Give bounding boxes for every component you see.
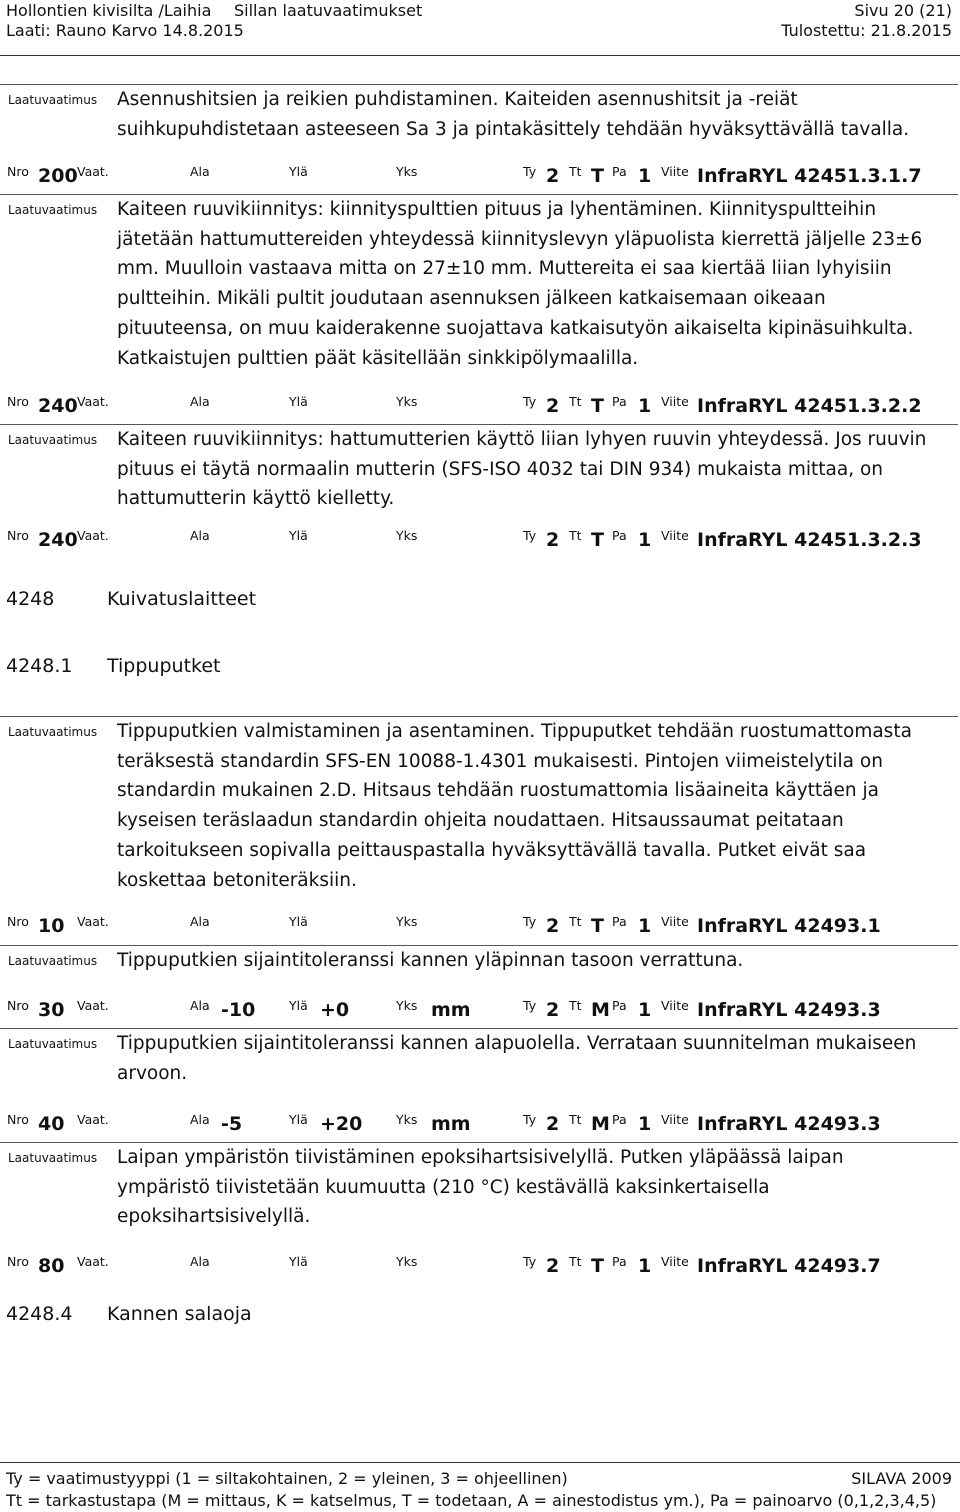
requirement-label: Laatuvaatimus: [8, 1151, 98, 1165]
ty-value: 2: [546, 1113, 560, 1135]
ty-label: Ty: [523, 164, 537, 179]
vaat-label: Vaat.: [77, 1112, 109, 1127]
header-row-2: [6, 21, 952, 41]
ty-label: Ty: [523, 394, 537, 409]
viite-label: Viite: [661, 164, 689, 179]
requirement-text: [117, 946, 947, 976]
requirement-text-line: pituus ei täytä normaalin mutterin (SFS-ISO 4032 tai DIN 934) mukaista mittaa, on: [117, 458, 884, 480]
ala-label: Ala: [190, 528, 210, 543]
requirement-label: Laatuvaatimus: [8, 433, 98, 447]
requirement-block: [0, 716, 958, 939]
yla-label: Ylä: [289, 528, 308, 543]
section-number: 4248: [6, 588, 55, 610]
ala-label: Ala: [190, 998, 210, 1013]
requirement-text: [117, 195, 947, 373]
requirement-block: [0, 945, 958, 1023]
requirement-text-line: Laipan ympäristön tiivistäminen epoksihartsisivelyllä. Putken yläpäässä laipan: [117, 1147, 844, 1168]
pa-label: Pa: [612, 394, 627, 409]
requirement-text-line: ympäristö tiivistetään kuumuutta (210 °C) kestävällä kaksinkertaisella: [117, 1176, 770, 1198]
requirement-text-line: Tippuputkien sijaintitoleranssi kannen yläpinnan tasoon verrattuna.: [117, 950, 744, 971]
viite-label: Viite: [661, 1112, 689, 1127]
ty-label: Ty: [523, 1112, 537, 1127]
requirement-text-line: mm. Muulloin vastaava mitta on 27±10 mm. Muttereita ei saa kiertää liian lyhyisiin: [117, 258, 892, 280]
ty-label: Ty: [523, 1254, 537, 1269]
requirement-text: [117, 1143, 947, 1232]
requirement-text-line: suihkupuhdistetaan asteeseen Sa 3 ja pintakäsittely tehdään hyväksyttävällä tavalla.: [117, 118, 910, 140]
nro-value: 240: [38, 529, 78, 551]
nro-label: Nro: [7, 164, 29, 179]
tt-value: M: [591, 1113, 610, 1135]
section-title: Kannen salaoja: [107, 1303, 252, 1325]
yks-label: Yks: [396, 998, 418, 1013]
pa-value: 1: [638, 1255, 652, 1277]
requirement-label: Laatuvaatimus: [8, 725, 98, 739]
pa-label: Pa: [612, 164, 627, 179]
yla-label: Ylä: [289, 998, 308, 1013]
pa-value: 1: [638, 529, 652, 551]
footer-divider: [0, 1462, 960, 1463]
requirement-block: [0, 194, 958, 419]
tt-label: Tt: [569, 394, 582, 409]
requirement-text-line: Kaiteen ruuvikiinnitys: kiinnityspulttien pituus ja lyhentäminen. Kiinnityspultteihin: [117, 199, 877, 220]
section-number: 4248.4: [6, 1303, 73, 1325]
pa-value: 1: [638, 915, 652, 937]
nro-value: 30: [38, 999, 65, 1021]
yks-label: Yks: [396, 1254, 418, 1269]
tt-value: T: [591, 1255, 604, 1277]
ala-label: Ala: [190, 1254, 210, 1269]
requirement-text-line: kyseisen teräslaadun standardin ohjeita noudattaen. Hitsaussaumat peitataan: [117, 810, 844, 832]
ty-label: Ty: [523, 914, 537, 929]
requirement-meta-row: [0, 912, 958, 936]
ala-value: -5: [221, 1113, 243, 1135]
requirement-text-line: Katkaistujen pulttien päät käsitellään sinkkipölymaalilla.: [117, 347, 639, 369]
requirement-block: [0, 1142, 958, 1279]
footer-brand: SILAVA 2009: [851, 1469, 952, 1488]
requirement-text-line: Tippuputkien sijaintitoleranssi kannen alapuolella. Verrataan suunnitelman mukaiseen: [117, 1033, 917, 1054]
requirement-label: Laatuvaatimus: [8, 93, 98, 107]
ty-value: 2: [546, 165, 560, 187]
viite-value: InfraRYL 42493.7: [697, 1255, 881, 1277]
yks-value: mm: [431, 999, 471, 1021]
viite-value: InfraRYL 42493.3: [697, 999, 881, 1021]
ala-value: -10: [221, 999, 256, 1021]
vaat-label: Vaat.: [77, 528, 109, 543]
ala-label: Ala: [190, 164, 210, 179]
requirement-text-line: Tippuputkien valmistaminen ja asentaminen. Tippuputket tehdään ruostumattomasta: [117, 721, 912, 742]
viite-value: InfraRYL 42451.3.2.2: [697, 395, 922, 417]
tt-value: T: [591, 395, 604, 417]
footer-legend-tt-pa: Tt = tarkastustapa (M = mittaus, K = katselmus, T = todetaan, A = ainestodistus ym.), Pa = painoarvo (0,1,2,3,4,5): [6, 1491, 937, 1510]
nro-label: Nro: [7, 528, 29, 543]
requirement-text-line: tarkoitukseen sopivalla peittauspastalla hyväksyttävällä tavalla. Putket eivät saa: [117, 839, 867, 861]
requirement-text-line: pituuteensa, on muu kaiderakenne suojattava katkaisutyön aikaiselta kipinäsuihkulta.: [117, 317, 914, 339]
viite-value: InfraRYL 42451.3.2.3: [697, 529, 922, 551]
requirement-meta-row: [0, 526, 958, 550]
tt-label: Tt: [569, 1254, 582, 1269]
tt-value: M: [591, 999, 610, 1021]
requirement-text: [117, 717, 947, 895]
viite-value: InfraRYL 42451.3.1.7: [697, 165, 922, 187]
yks-label: Yks: [396, 394, 418, 409]
ty-value: 2: [546, 529, 560, 551]
pa-value: 1: [638, 395, 652, 417]
vaat-label: Vaat.: [77, 164, 109, 179]
nro-label: Nro: [7, 394, 29, 409]
viite-label: Viite: [661, 1254, 689, 1269]
nro-value: 200: [38, 165, 78, 187]
vaat-label: Vaat.: [77, 1254, 109, 1269]
section-heading: [6, 654, 221, 678]
document-project-title: Hollontien kivisilta /Laihia: [6, 1, 212, 20]
header-row-1: [6, 1, 952, 21]
requirement-block: [0, 84, 958, 189]
viite-label: Viite: [661, 914, 689, 929]
vaat-label: Vaat.: [77, 394, 109, 409]
requirement-text-line: teräksestä standardin SFS-EN 10088-1.4301 mukaisesti. Pintojen viimeistelytila on: [117, 750, 883, 772]
author-date: Laati: Rauno Karvo 14.8.2015: [6, 21, 244, 40]
nro-value: 240: [38, 395, 78, 417]
ty-label: Ty: [523, 528, 537, 543]
tt-label: Tt: [569, 914, 582, 929]
viite-value: InfraRYL 42493.1: [697, 915, 881, 937]
footer-legend-ty: Ty = vaatimustyyppi (1 = siltakohtainen, 2 = yleinen, 3 = ohjeellinen): [6, 1469, 568, 1488]
pa-label: Pa: [612, 1112, 627, 1127]
page-number: Sivu 20 (21): [854, 1, 952, 20]
ty-label: Ty: [523, 998, 537, 1013]
ala-label: Ala: [190, 914, 210, 929]
requirement-text-line: epoksihartsisivelyllä.: [117, 1206, 311, 1228]
nro-value: 40: [38, 1113, 65, 1135]
requirement-text-line: Asennushitsien ja reikien puhdistaminen. Kaiteiden asennushitsit ja -reiät: [117, 89, 798, 110]
requirement-block: [0, 1028, 958, 1137]
ala-label: Ala: [190, 394, 210, 409]
tt-label: Tt: [569, 528, 582, 543]
nro-label: Nro: [7, 998, 29, 1013]
yks-label: Yks: [396, 164, 418, 179]
yla-value: +20: [320, 1113, 363, 1135]
nro-label: Nro: [7, 1254, 29, 1269]
ala-label: Ala: [190, 1112, 210, 1127]
pa-value: 1: [638, 165, 652, 187]
yla-label: Ylä: [289, 1112, 308, 1127]
ty-value: 2: [546, 999, 560, 1021]
pa-label: Pa: [612, 998, 627, 1013]
yla-label: Ylä: [289, 164, 308, 179]
requirement-text-line: Kaiteen ruuvikiinnitys: hattumutterien käyttö liian lyhyen ruuvin yhteydessä. Jos ruuvin: [117, 429, 927, 450]
pa-value: 1: [638, 999, 652, 1021]
requirement-meta-row: [0, 1252, 958, 1276]
requirement-meta-row: [0, 392, 958, 416]
viite-label: Viite: [661, 528, 689, 543]
section-heading: [6, 587, 257, 611]
document-type: Sillan laatuvaatimukset: [234, 1, 423, 20]
yla-value: +0: [320, 999, 350, 1021]
ty-value: 2: [546, 915, 560, 937]
yla-label: Ylä: [289, 914, 308, 929]
requirement-meta-row: [0, 162, 958, 186]
ty-value: 2: [546, 395, 560, 417]
vaat-label: Vaat.: [77, 914, 109, 929]
yks-label: Yks: [396, 1112, 418, 1127]
requirement-meta-row: [0, 996, 958, 1020]
viite-label: Viite: [661, 998, 689, 1013]
requirement-text-line: jätetään hattumuttereiden yhteydessä kiinnityslevyn yläpuolista kierrettä jäljelle 23±6: [117, 228, 923, 250]
yks-label: Yks: [396, 914, 418, 929]
tt-value: T: [591, 165, 604, 187]
footer-row-2: [6, 1491, 952, 1511]
section-heading: [6, 1302, 252, 1326]
tt-value: T: [591, 529, 604, 551]
ty-value: 2: [546, 1255, 560, 1277]
requirement-text: [117, 425, 947, 514]
header-divider: [0, 55, 960, 56]
section-number: 4248.1: [6, 655, 73, 677]
viite-label: Viite: [661, 394, 689, 409]
yla-label: Ylä: [289, 394, 308, 409]
yks-value: mm: [431, 1113, 471, 1135]
tt-label: Tt: [569, 164, 582, 179]
nro-value: 80: [38, 1255, 65, 1277]
requirement-text: [117, 1029, 947, 1088]
nro-label: Nro: [7, 1112, 29, 1127]
tt-value: T: [591, 915, 604, 937]
vaat-label: Vaat.: [77, 998, 109, 1013]
nro-label: Nro: [7, 914, 29, 929]
requirement-text-line: pultteihin. Mikäli pultit joudutaan asennuksen jälkeen katkaisemaan oikeaan: [117, 288, 826, 310]
requirement-label: Laatuvaatimus: [8, 203, 98, 217]
pa-label: Pa: [612, 1254, 627, 1269]
requirement-text-line: arvoon.: [117, 1062, 188, 1084]
tt-label: Tt: [569, 1112, 582, 1127]
viite-value: InfraRYL 42493.3: [697, 1113, 881, 1135]
nro-value: 10: [38, 915, 65, 937]
footer-row-1: [6, 1469, 952, 1489]
requirement-text: [117, 85, 947, 144]
requirement-meta-row: [0, 1110, 958, 1134]
print-date: Tulostettu: 21.8.2015: [781, 21, 952, 40]
pa-value: 1: [638, 1113, 652, 1135]
section-title: Kuivatuslaitteet: [107, 588, 257, 610]
pa-label: Pa: [612, 528, 627, 543]
requirement-text-line: hattumutterin käyttö kielletty.: [117, 488, 395, 510]
requirement-text-line: standardin mukainen 2.D. Hitsaus tehdään ruostumattomia lisäaineita käyttäen ja: [117, 780, 879, 802]
requirement-block: [0, 424, 958, 553]
pa-label: Pa: [612, 914, 627, 929]
requirement-text-line: koskettaa betoniteräksiin.: [117, 869, 357, 891]
section-title: Tippuputket: [107, 655, 221, 677]
requirement-label: Laatuvaatimus: [8, 954, 98, 968]
requirement-label: Laatuvaatimus: [8, 1037, 98, 1051]
yks-label: Yks: [396, 528, 418, 543]
tt-label: Tt: [569, 998, 582, 1013]
yla-label: Ylä: [289, 1254, 308, 1269]
